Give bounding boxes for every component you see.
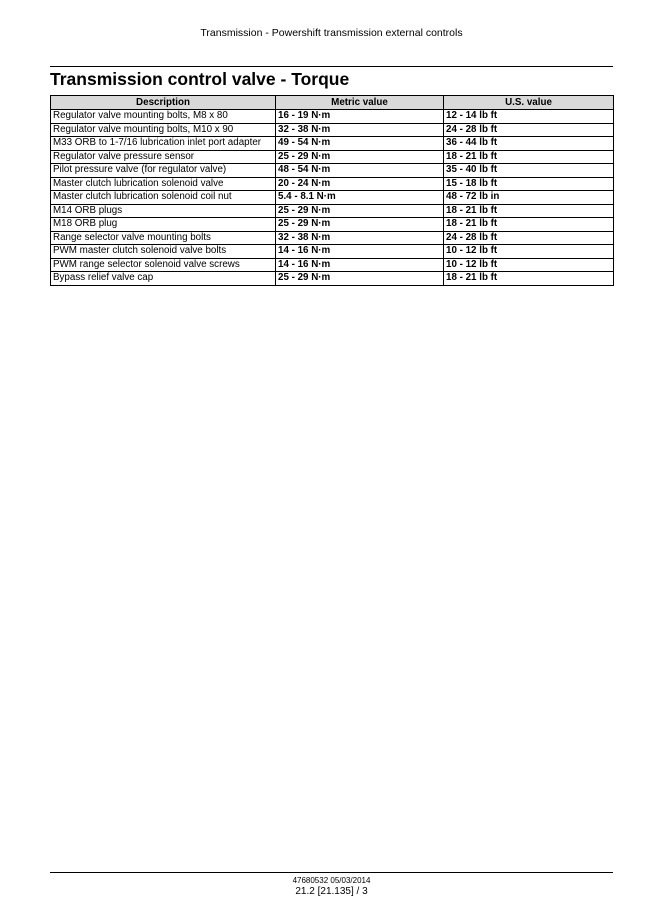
cell-metric: 5.4 - 8.1 N·m xyxy=(276,191,444,205)
cell-metric: 49 - 54 N·m xyxy=(276,137,444,151)
column-header-description: Description xyxy=(51,96,276,110)
table-row xyxy=(51,218,614,232)
table-row xyxy=(51,231,614,245)
cell-us: 18 - 21 lb ft xyxy=(444,204,614,218)
cell-us: 12 - 14 lb ft xyxy=(444,110,614,124)
cell-metric: 25 - 29 N·m xyxy=(276,204,444,218)
cell-metric: 20 - 24 N·m xyxy=(276,177,444,191)
cell-description: Pilot pressure valve (for regulator valve) xyxy=(51,164,276,178)
cell-description: Regulator valve mounting bolts, M10 x 90 xyxy=(51,123,276,137)
table-row xyxy=(51,137,614,151)
column-header-us: U.S. value xyxy=(444,96,614,110)
section-title: Transmission control valve - Torque xyxy=(50,69,350,89)
column-header-metric: Metric value xyxy=(276,96,444,110)
cell-metric: 25 - 29 N·m xyxy=(276,272,444,286)
table-row xyxy=(51,245,614,259)
cell-metric: 14 - 16 N·m xyxy=(276,245,444,259)
table-row xyxy=(51,258,614,272)
footer-divider xyxy=(50,872,613,873)
table-row xyxy=(51,272,614,286)
cell-description: M33 ORB to 1-7/16 lubrication inlet port adapter xyxy=(51,137,276,151)
cell-description: Master clutch lubrication solenoid valve xyxy=(51,177,276,191)
cell-us: 10 - 12 lb ft xyxy=(444,258,614,272)
cell-description: Regulator valve mounting bolts, M8 x 80 xyxy=(51,110,276,124)
cell-description: Range selector valve mounting bolts xyxy=(51,231,276,245)
cell-description: M14 ORB plugs xyxy=(51,204,276,218)
cell-description: M18 ORB plug xyxy=(51,218,276,232)
table-row xyxy=(51,164,614,178)
footer-document-reference: 47680532 05/03/2014 xyxy=(292,876,371,885)
cell-us: 36 - 44 lb ft xyxy=(444,137,614,151)
cell-metric: 32 - 38 N·m xyxy=(276,231,444,245)
cell-us: 24 - 28 lb ft xyxy=(444,123,614,137)
cell-description: Master clutch lubrication solenoid coil nut xyxy=(51,191,276,205)
cell-metric: 25 - 29 N·m xyxy=(276,218,444,232)
cell-metric: 16 - 19 N·m xyxy=(276,110,444,124)
page-header-title: Transmission - Powershift transmission external controls xyxy=(200,27,463,39)
table-row xyxy=(51,110,614,124)
footer-page-reference: 21.2 [21.135] / 3 xyxy=(295,886,368,897)
header-divider xyxy=(50,66,613,67)
cell-metric: 32 - 38 N·m xyxy=(276,123,444,137)
cell-us: 18 - 21 lb ft xyxy=(444,150,614,164)
cell-us: 48 - 72 lb in xyxy=(444,191,614,205)
cell-description: Regulator valve pressure sensor xyxy=(51,150,276,164)
cell-description: PWM range selector solenoid valve screws xyxy=(51,258,276,272)
torque-spec-table xyxy=(50,95,614,286)
cell-us: 18 - 21 lb ft xyxy=(444,218,614,232)
cell-us: 24 - 28 lb ft xyxy=(444,231,614,245)
cell-us: 35 - 40 lb ft xyxy=(444,164,614,178)
cell-metric: 14 - 16 N·m xyxy=(276,258,444,272)
table-row xyxy=(51,150,614,164)
table-row xyxy=(51,123,614,137)
cell-metric: 48 - 54 N·m xyxy=(276,164,444,178)
table-header-row xyxy=(51,96,614,110)
cell-us: 15 - 18 lb ft xyxy=(444,177,614,191)
cell-us: 10 - 12 lb ft xyxy=(444,245,614,259)
table-row xyxy=(51,191,614,205)
table-row xyxy=(51,177,614,191)
cell-description: PWM master clutch solenoid valve bolts xyxy=(51,245,276,259)
table-row xyxy=(51,204,614,218)
cell-metric: 25 - 29 N·m xyxy=(276,150,444,164)
cell-us: 18 - 21 lb ft xyxy=(444,272,614,286)
cell-description: Bypass relief valve cap xyxy=(51,272,276,286)
